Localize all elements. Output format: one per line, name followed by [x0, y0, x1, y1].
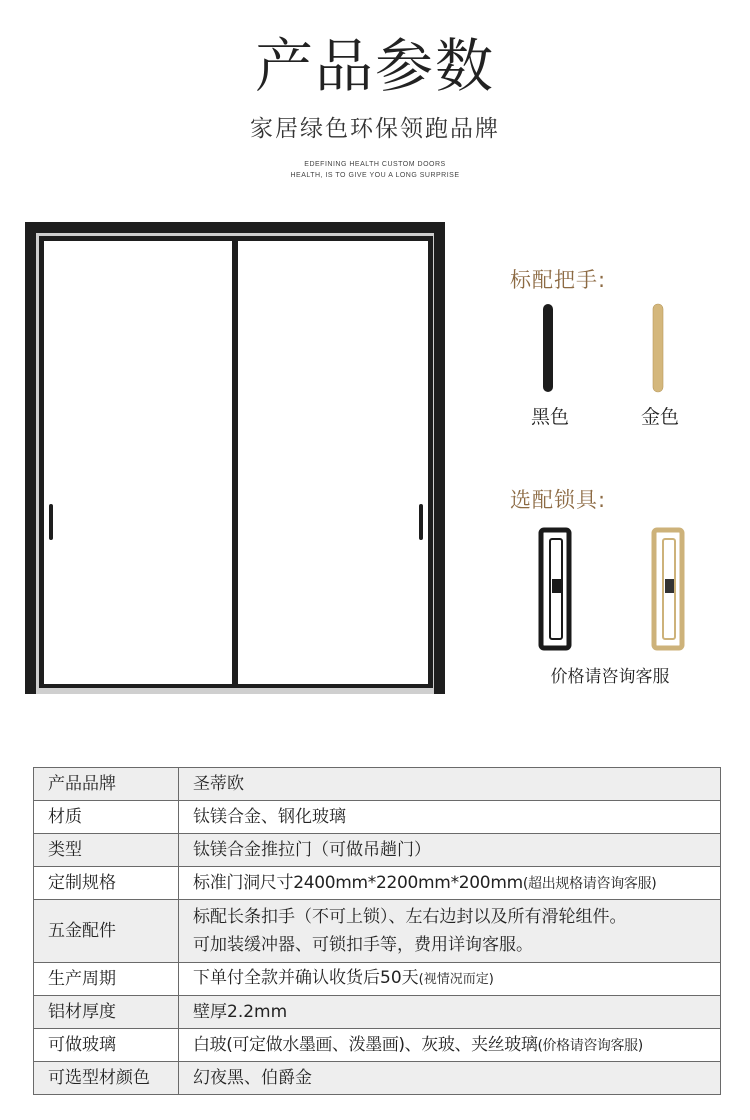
spec-value-cell	[179, 1029, 721, 1062]
left-door-handle	[49, 504, 53, 540]
right-door-handle	[419, 504, 423, 540]
spec-value-cell	[179, 900, 721, 963]
tagline-line-1: EDEFINING HEALTH CUSTOM DOORS	[304, 161, 446, 168]
spec-key: 生产周期	[34, 963, 179, 996]
spec-row-brand	[34, 768, 721, 801]
spec-value: 幻夜黑、伯爵金	[179, 1062, 721, 1095]
gold-handle-swatch	[648, 302, 668, 394]
spec-key: 可选型材颜色	[34, 1062, 179, 1095]
spec-key: 五金配件	[34, 900, 179, 963]
page-title: 产品参数	[254, 32, 495, 100]
tagline-line-2: HEALTH, IS TO GIVE YOU A LONG SURPRISE	[290, 172, 460, 179]
page-subtitle: 家居绿色环保领跑品牌	[250, 116, 500, 142]
optional-lock-label: 选配锁具:	[510, 488, 607, 512]
spec-row-hardware	[34, 900, 721, 963]
spec-value: 白玻(可定做水墨画、泼墨画)、灰玻、夹丝玻璃	[193, 1034, 538, 1055]
standard-handle-label: 标配把手:	[510, 268, 607, 292]
spec-key: 产品品牌	[34, 768, 179, 801]
spec-value-cell	[179, 867, 721, 900]
right-panel-glass	[238, 241, 428, 684]
sliding-door-illustration	[25, 222, 445, 694]
spec-value: 钛镁合金推拉门（可做吊趟门）	[179, 834, 721, 867]
spec-row-material	[34, 801, 721, 834]
spec-value: 钛镁合金、钢化玻璃	[179, 801, 721, 834]
gold-lock-swatch	[651, 527, 687, 651]
black-lock-swatch	[538, 527, 574, 651]
spec-row-production-cycle	[34, 963, 721, 996]
spec-value: 圣蒂欧	[179, 768, 721, 801]
left-panel-glass	[44, 241, 232, 684]
spec-key: 可做玻璃	[34, 1029, 179, 1062]
spec-value: 标准门洞尺寸2400mm*2200mm*200mm	[193, 872, 523, 893]
spec-value: 下单付全款并确认收货后50天	[193, 968, 419, 988]
spec-value-cell	[179, 963, 721, 996]
spec-key: 材质	[34, 801, 179, 834]
black-handle-name: 黑色	[530, 406, 569, 428]
spec-row-glass	[34, 1029, 721, 1062]
spec-note: (超出规格请咨询客服)	[522, 875, 657, 892]
spec-value-line-2: 可加装缓冲器、可锁扣手等，费用详询客服。	[193, 935, 533, 955]
spec-value: 壁厚2.2mm	[179, 996, 721, 1029]
spec-note: (视情况而定)	[418, 972, 494, 987]
spec-row-colors	[34, 1062, 721, 1095]
spec-row-size	[34, 867, 721, 900]
lock-price-note: 价格请咨询客服	[550, 667, 670, 687]
spec-value: 标配长条扣手（不可上锁）、左右边封以及所有滑轮组件。	[193, 907, 627, 927]
spec-key: 类型	[34, 834, 179, 867]
black-handle-swatch	[538, 302, 558, 394]
spec-key: 铝材厚度	[34, 996, 179, 1029]
spec-row-thickness	[34, 996, 721, 1029]
spec-key: 定制规格	[34, 867, 179, 900]
spec-note: (价格请咨询客服)	[537, 1037, 643, 1054]
spec-table	[33, 767, 721, 1095]
gold-handle-name: 金色	[640, 406, 679, 428]
spec-row-type	[34, 834, 721, 867]
